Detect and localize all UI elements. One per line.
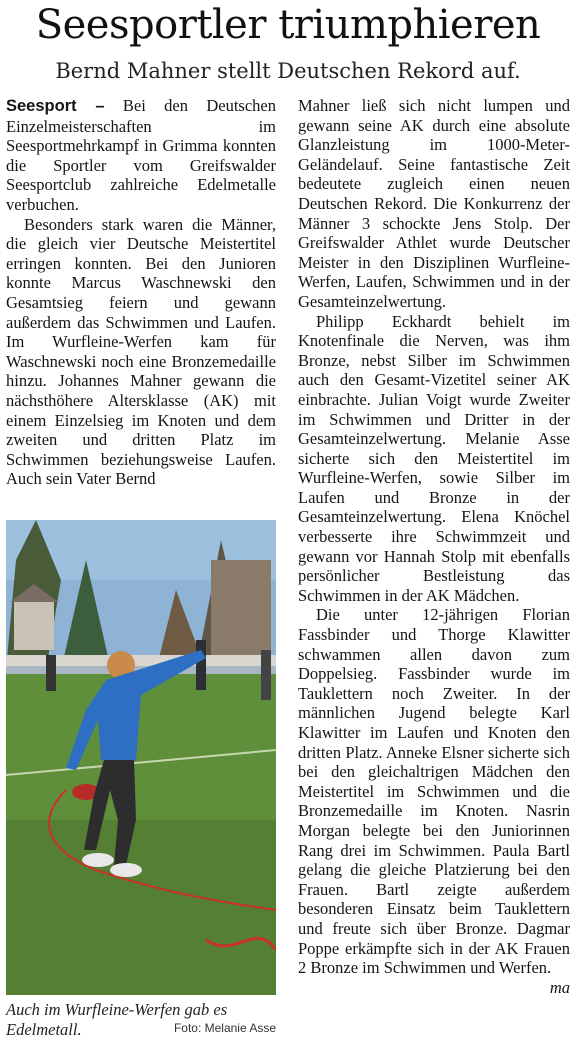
article-column-right <box>298 96 570 997</box>
article-column-left <box>6 96 276 489</box>
kicker: Seesport – <box>6 97 105 115</box>
paragraph-men: Besonders stark waren die Männer, die gleich vier Deutsche Meistertitel erringen konnten. Bei den Junioren konnte Marcus Waschnewski den Gesamtsieg feiern und gewann außerdem das Schwimmen und Laufen. Im Wurfleine-Werfen kam für Waschnewski noch eine Bronzemedaille hinzu. Johannes Mahner gewann die nächsthöhere Altersklasse (AK) mit einem Einzelsieg im Knoten und dem zweiten und dritten Platz im Schwimmen beziehungsweise Laufen. Auch sein Vater Bernd <box>6 214 276 489</box>
paragraph-men-continued: Mahner ließ sich nicht lumpen und gewann seine AK durch eine absolute Glanzleistung im 1000-Meter-Geländelauf. Seine fantastische Zeit bedeutete zugleich einen neuen Deutschen Rekord. Die Konkurrenz der Männer 3 schockte Jens Stolp. Der Greifswalder Athlet wurde Deutscher Meister in den Disziplinen Wurfleine-Werfen, Laufen, Schwimmen und in der Gesamteinzelwertung. <box>298 96 570 311</box>
author-initials: ma <box>549 977 570 997</box>
intro-text: Bei den Deutschen Einzelmeisterschaften im Seesportmehrkampf in Grimma konnten die Sportler vom Greifswalder Seesportclub zahlreiche Edelmetalle verbuchen. <box>6 96 276 214</box>
paragraph-eckhardt: Philipp Eckhardt behielt im Knotenfinale die Nerven, was ihm Bronze, nebst Silber im Schwimmen auch den Gesamt-Vizetitel seiner AK einbrachte. Julian Voigt wurde Zweiter im Schwimmen und Dritter in der Gesamteinzelwertung. Melanie Asse sicherte sich den Meistertitel im Wurfleine-Werfen, sowie Silber im Laufen und Bronze in der Gesamteinzelwertung. Elena Knöchel verbesserte ihre Schwimmzeit und gewann vor Hannah Stolp mit ebenfalls persönlicher Bestleistung das Schwimmen in der AK Mädchen. <box>298 311 570 605</box>
headline: Seesportler triumphieren <box>35 2 541 48</box>
photo-caption: Auch im Wurfleine-Werfen gab es Edelmetall. <box>6 1000 228 1039</box>
article-photo <box>6 520 276 995</box>
photo-athlete-throwing <box>6 520 276 995</box>
paragraph-youth: Die unter 12-jährigen Florian Fassbinder und Thorge Klawitter schwammen allen davon zum Doppelsieg. Fassbinder wurde im Tauklettern noch Zweiter. In der männlichen Jugend belegte Karl Klawitter im Laufen und Knoten den dritten Platz. Anneke Elsner sicherte sich bei den gleichaltrigen Mädchen den Meistertitel im Schwimmen und die Bronzemedaille im Knoten. Nasrin Morgan belegte bei den Juniorinnen Rang drei im Schwimmen. Paula Bartl gelang die gleiche Platzierung bei den Frauen. Bartl zeigte außerdem besonderen Einsatz beim Tauklettern und freute sich über Bronze. Dagmar Poppe erkämpfte sich in der AK Frauen 2 Bronze im Schwimmen und Werfen. <box>298 605 570 978</box>
photo-credit: Foto: Melanie Asse <box>173 1021 276 1035</box>
paragraph-intro <box>6 96 276 215</box>
subheadline: Bernd Mahner stellt Deutschen Rekord auf. <box>55 59 521 83</box>
